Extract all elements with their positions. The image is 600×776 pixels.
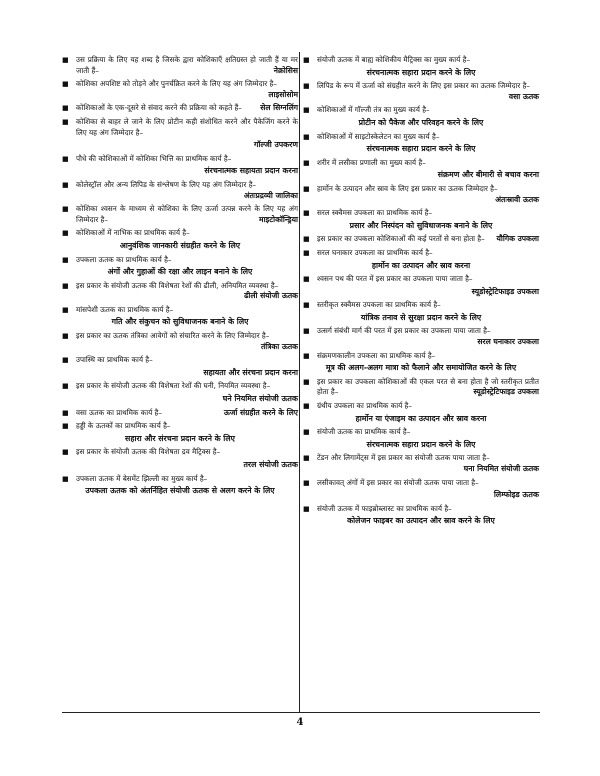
- answer-text: अंगों और गुहाओं की रक्षा और लाइन बनाने के लिए: [107, 267, 253, 277]
- square-bullet-icon: ■: [62, 305, 69, 314]
- answer-text: लाइसोसोम: [268, 89, 298, 99]
- square-bullet-icon: ■: [303, 235, 310, 244]
- question-text: संक्रमणकालीन उपकला का प्राथमिक कार्य है–: [317, 350, 436, 360]
- answer-text: आनुवंशिक जानकारी संग्रहीत करने के लिए: [119, 240, 241, 250]
- question-text: मांसपेशी ऊतक का प्राथमिक कार्य है–: [76, 304, 174, 314]
- question-item: [62, 421, 298, 432]
- question-text: संयोजी ऊतक का प्राथमिक कार्य है–: [317, 427, 411, 437]
- square-bullet-icon: ■: [303, 478, 310, 487]
- question-item: [303, 453, 539, 474]
- question-text: संयोजी ऊतक में बाह्य कोशिकीय मैट्रिक्स का मुख्य कार्य है–: [317, 55, 471, 64]
- question-text: इस प्रकार के संयोजी ऊतक की विशेषता रेशों की घनी, नियमित व्यवस्था है–: [76, 381, 271, 391]
- question-text: उपकला ऊतक का प्राथमिक कार्य है–: [76, 254, 172, 264]
- square-bullet-icon: ■: [62, 332, 69, 341]
- question-item: [62, 474, 298, 485]
- answer-text: हार्मोन या एंजाइम का उत्पादन और स्राव करना: [355, 413, 487, 423]
- question-text: इस प्रकार के संयोजी ऊतक की विशेषता द्रव मैट्रिक्स है–: [76, 447, 221, 457]
- question-item: [62, 117, 298, 138]
- square-bullet-icon: ■: [62, 117, 69, 126]
- question-text: पौधे की कोशिकाओं में कोशिका भित्ति का प्राथमिक कार्य है–: [76, 153, 232, 163]
- question-text: कोशिकाओं में गॉल्जी तंत्र का मुख्य कार्य है–: [317, 105, 430, 115]
- answer-text: उपकला ऊतक को अंतर्निहित संयोजी ऊतक से अलग करने के लिए: [85, 486, 275, 496]
- answer-text: सेल सिग्नलिंग: [260, 103, 298, 113]
- question-text: स्तरीकृत स्क्वैमस उपकला का प्राथमिक कार्य है–: [317, 300, 441, 310]
- question-item: [303, 326, 539, 347]
- question-item: [62, 331, 298, 352]
- answer-text: अंतःप्रद्रव्यी जालिका: [243, 190, 298, 200]
- right-column: [303, 52, 539, 527]
- question-text: टेंडन और लिगामेंट्स में इस प्रकार का संयोजी ऊतक पाया जाता है–: [317, 453, 490, 463]
- square-bullet-icon: ■: [303, 106, 310, 115]
- question-item: [62, 204, 298, 225]
- square-bullet-icon: ■: [62, 80, 69, 89]
- square-bullet-icon: ■: [62, 408, 69, 417]
- square-bullet-icon: ■: [303, 248, 310, 257]
- question-item: [303, 248, 539, 259]
- square-bullet-icon: ■: [62, 281, 69, 290]
- question-text: इस प्रकार का उपकला कोशिकाओं की कई परतों से बना होता है–: [317, 234, 485, 244]
- answer-text: स्यूडोस्ट्रेटिफाइड उपकला: [473, 387, 539, 397]
- square-bullet-icon: ■: [62, 255, 69, 264]
- square-bullet-icon: ■: [303, 184, 310, 193]
- question-item: [62, 55, 298, 76]
- answer-text: मूत्र की अलग-अलग मात्रा को फैलाने और समायोजित करने के लिए: [325, 363, 517, 373]
- answer-text: प्रसार और निस्पंदन को सुविधाजनक बनाने के लिए: [349, 220, 493, 230]
- square-bullet-icon: ■: [303, 454, 310, 463]
- question-item: [303, 234, 539, 245]
- square-bullet-icon: ■: [303, 56, 310, 64]
- answer-text: वसा ऊतक: [508, 91, 539, 101]
- question-text: सरल स्क्वैमस उपकला का प्राथमिक कार्य है–: [317, 208, 433, 218]
- square-bullet-icon: ■: [303, 428, 310, 437]
- question-text: हार्मोन के उत्पादन और स्राव के लिए इस प्रकार का ऊतक जिम्मेदार है–: [317, 183, 498, 193]
- question-item: [62, 305, 298, 316]
- square-bullet-icon: ■: [303, 377, 310, 386]
- square-bullet-icon: ■: [303, 327, 310, 336]
- square-bullet-icon: ■: [303, 158, 310, 167]
- question-text: कोशिका से बाहर ले जाने के लिए प्रोटीन कही संशोधित करने और पैकेजिंग करने के लिए यह अंग जिम्मेदार है–: [76, 116, 298, 137]
- square-bullet-icon: ■: [303, 351, 310, 360]
- square-bullet-icon: ■: [303, 275, 310, 284]
- answer-text: गॉल्जी उपकरण: [253, 140, 298, 150]
- answer-text: संरचनात्मक सहारा प्रदान करने के लिए: [366, 144, 476, 154]
- answer-text: स्यूडोस्ट्रेटिफाइड उपकला: [471, 286, 539, 296]
- question-item: [62, 447, 298, 458]
- question-item: [303, 427, 539, 438]
- question-text: लसीकावत् अंगों में इस प्रकार का संयोजी ऊतक पाया जाता है–: [317, 477, 479, 487]
- answer-text: ऊर्जा संग्रहीत करने के लिए: [223, 407, 298, 417]
- question-item: [62, 79, 298, 100]
- square-bullet-icon: ■: [62, 205, 69, 214]
- answer-text: प्रोटीन को पैकेज और परिवहन करने के लिए: [358, 117, 484, 127]
- answer-text: संरचनात्मक सहारा प्रदान करने के लिए: [366, 67, 476, 77]
- question-text: शरीर में लसीका प्रणाली का मुख्य कार्य है–: [317, 157, 426, 167]
- square-bullet-icon: ■: [62, 229, 69, 238]
- question-item: [62, 355, 298, 366]
- question-text: श्वसन पथ की परत में इस प्रकार का उपकला पाया जाता है–: [317, 274, 473, 284]
- question-text: उत्सर्ग संबंधी मार्ग की परत में इस प्रकार का उपकला पाया जाता है–: [317, 326, 491, 336]
- column-divider: [299, 52, 300, 712]
- question-text: कोलेस्ट्रॉल और अन्य लिपिड के संश्लेषण के लिए यह अंग जिम्मेदार है–: [76, 179, 257, 189]
- question-item: [303, 377, 539, 398]
- answer-text: लिम्फोइड ऊतक: [493, 490, 539, 500]
- page-number: 4: [296, 717, 304, 728]
- question-text: उपास्थि का प्राथमिक कार्य है–: [76, 355, 153, 365]
- question-item: [62, 255, 298, 266]
- question-item: [62, 154, 298, 165]
- square-bullet-icon: ■: [62, 422, 69, 431]
- square-bullet-icon: ■: [62, 356, 69, 365]
- question-item: [62, 408, 298, 419]
- question-item: [303, 478, 539, 489]
- square-bullet-icon: ■: [303, 402, 310, 411]
- question-text: कोशिकाओं के एक-दूसरे से संवाद करने की प्रक्रिया को कहते हैं–: [76, 103, 242, 113]
- answer-text: तरल संयोजी ऊतक: [243, 460, 298, 469]
- question-text: लिपिड के रूप में ऊर्जा को संग्रहीत करने के लिए इस प्रकार का ऊतक जिम्मेदार है–: [317, 81, 530, 91]
- square-bullet-icon: ■: [303, 301, 310, 310]
- square-bullet-icon: ■: [62, 180, 69, 189]
- question-item: [303, 81, 539, 102]
- left-column: [62, 52, 298, 497]
- question-item: [62, 103, 298, 114]
- square-bullet-icon: ■: [303, 82, 310, 91]
- question-item: [303, 184, 539, 205]
- question-text: कोशिका अपशिष्ट को तोड़ने और पुनर्चक्रित करने के लिए यह अंग जिम्मेदार है–: [76, 79, 277, 89]
- answer-text: सरल घनाकार उपकला: [477, 337, 539, 347]
- question-text: कोशिकाओं में साइटोस्केलेटन का मुख्य कार्य है–: [317, 131, 440, 141]
- question-item: [303, 208, 539, 219]
- answer-text: घने नियमित संयोजी ऊतक: [222, 394, 298, 404]
- answer-text: कोलेजन फाइबर का उत्पादन और स्राव करने के लिए: [347, 516, 495, 526]
- question-text: इस प्रकार का ऊतक तंत्रिका आवेगों को संचारित करने के लिए जिम्मेदार है–: [76, 331, 270, 341]
- answer-text: घना नियमित संयोजी ऊतक: [463, 464, 539, 473]
- square-bullet-icon: ■: [62, 104, 69, 113]
- footer-rule: [62, 712, 540, 713]
- question-item: [303, 351, 539, 362]
- answer-text: हार्मोन का उत्पादन और स्राव करना: [371, 260, 471, 270]
- square-bullet-icon: ■: [62, 154, 69, 163]
- question-text: संयोजी ऊतक में फाइब्रोब्लास्ट का प्राथमिक कार्य है–: [317, 503, 452, 513]
- question-item: [303, 504, 539, 515]
- question-item: [62, 381, 298, 392]
- question-text: कोशिका श्वसन के माध्यम से कोशिका के लिए ऊर्जा उत्पन्न करने के लिए यह अंग जिम्मेदार है–: [76, 204, 298, 224]
- question-text: सरल घनाकार उपकला का प्राथमिक कार्य है–: [317, 247, 433, 257]
- answer-text: यांत्रिक तनाव से सुरक्षा प्रदान करने के लिए: [360, 312, 482, 322]
- question-text: हड्डी के ऊतकों का प्राथमिक कार्य है–: [76, 421, 171, 431]
- square-bullet-icon: ■: [303, 504, 310, 513]
- answer-text: नेक्रोसिस: [273, 65, 298, 75]
- question-text: कोशिकाओं में नाभिक का प्राथमिक कार्य है–: [76, 228, 190, 238]
- question-text: उपकला ऊतक में बेसमेंट झिल्ली का मुख्य कार्य है–: [76, 473, 208, 483]
- question-text: उस प्रक्रिया के लिए यह शब्द है जिसके द्वारा कोशिकाएँ क्षतिग्रस्त हो जाती हैं या मर जाती हैं–: [76, 55, 298, 75]
- question-text: ग्रंथीय उपकला का प्राथमिक कार्य है–: [317, 401, 412, 411]
- question-text: वसा ऊतक का प्राथमिक कार्य है–: [76, 407, 162, 417]
- square-bullet-icon: ■: [303, 209, 310, 218]
- answer-text: सहारा और संरचना प्रदान करने के लिए: [125, 433, 235, 443]
- question-item: [303, 105, 539, 116]
- question-item: [62, 281, 298, 302]
- question-item: [303, 158, 539, 169]
- square-bullet-icon: ■: [62, 56, 69, 64]
- answer-text: संरचनात्मक सहारा प्रदान करने के लिए: [366, 439, 476, 449]
- answer-text: गति और संकुचन को सुविधाजनक बनाने के लिए: [111, 317, 249, 327]
- square-bullet-icon: ■: [62, 382, 69, 391]
- answer-text: अंतःस्रावी ऊतक: [495, 194, 539, 204]
- answer-text: माइटोकॉन्ड्रिया: [259, 214, 298, 224]
- square-bullet-icon: ■: [62, 448, 69, 457]
- question-item: [62, 228, 298, 239]
- answer-text: संक्रमण और बीमारी से बचाव करना: [437, 170, 539, 180]
- question-text: इस प्रकार के संयोजी ऊतक की विशेषता रेशों की ढीली, अनियमित व्यवस्था है–: [76, 280, 279, 290]
- square-bullet-icon: ■: [303, 132, 310, 141]
- question-item: [303, 274, 539, 285]
- question-item: [62, 180, 298, 201]
- question-item: [303, 300, 539, 311]
- answer-text: संरचनात्मक सहायता प्रदान करना: [204, 166, 298, 176]
- question-text: इस प्रकार का उपकला कोशिकाओं की एकल परत से बना होता है जो स्तरीकृत प्रतीत होता है–: [317, 376, 539, 397]
- answer-text: ढीली संयोजी ऊतक: [244, 291, 298, 301]
- question-item: [303, 401, 539, 412]
- question-item: [303, 55, 539, 66]
- answer-text: तंत्रिका ऊतक: [260, 341, 298, 351]
- question-item: [303, 132, 539, 143]
- answer-text: सहायता और संरचना प्रदान करना: [203, 367, 298, 377]
- square-bullet-icon: ■: [62, 474, 69, 483]
- answer-text: यौगिक उपकला: [496, 234, 539, 244]
